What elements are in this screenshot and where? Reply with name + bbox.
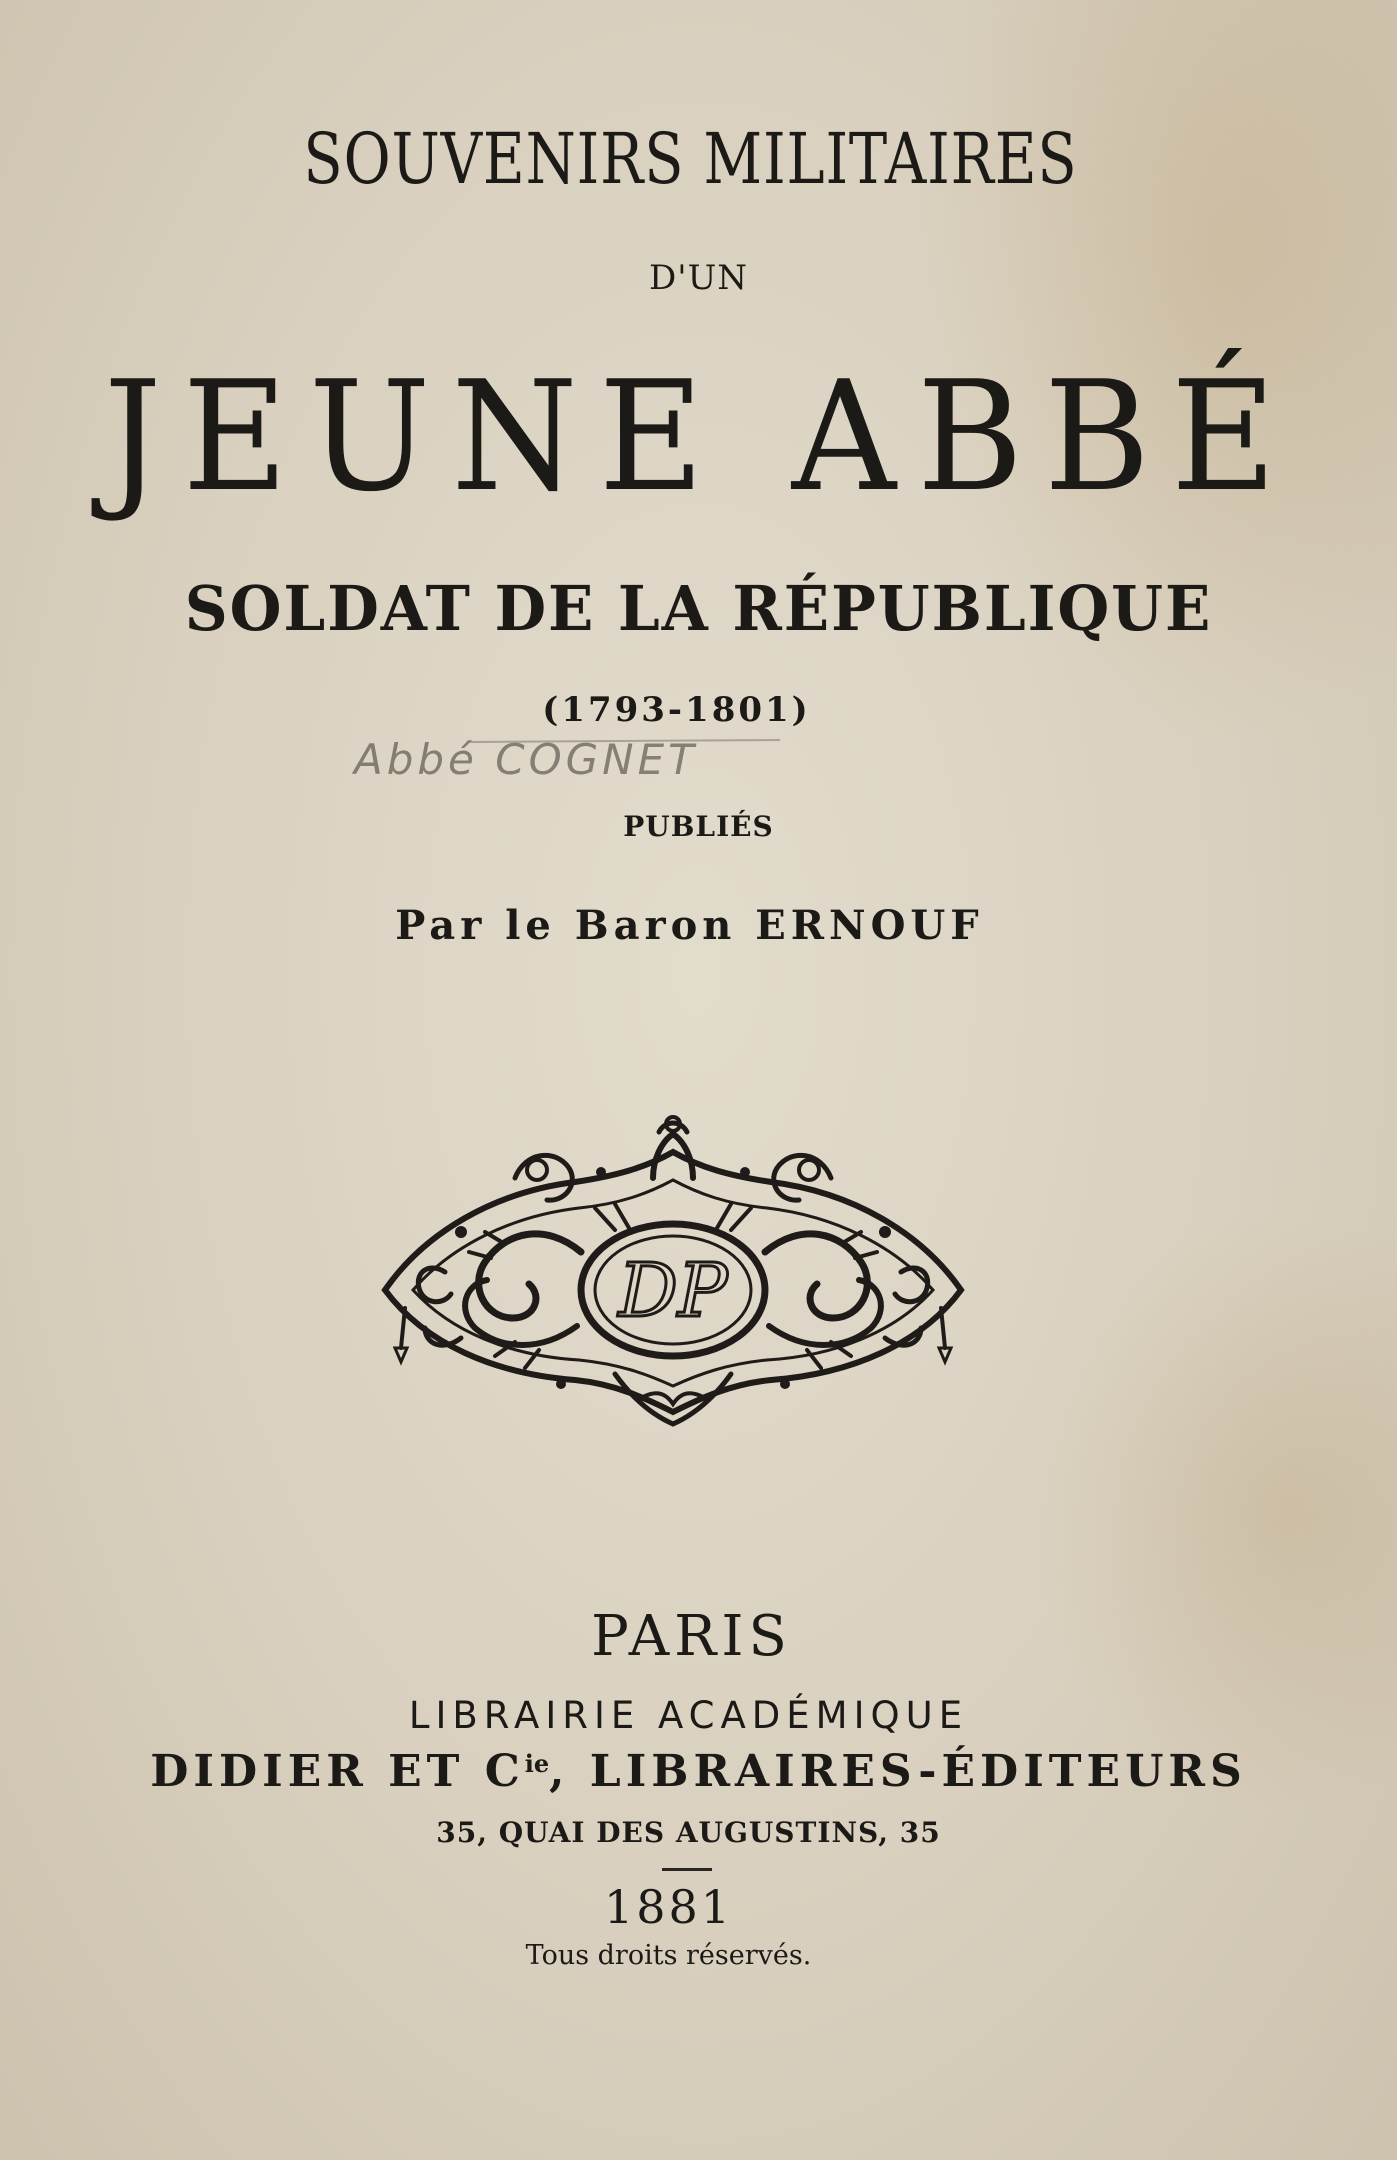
publisher-line-start: DIDIER ET C	[150, 1746, 525, 1797]
rights-notice: Tous droits réservés.	[525, 1940, 812, 1971]
divider-rule	[662, 1868, 712, 1871]
publisher-line-end: , LIBRAIRES-ÉDITEURS	[549, 1746, 1247, 1797]
publication-year: 1881	[603, 1880, 734, 1934]
publisher-line-superscript: ie	[524, 1749, 550, 1778]
publisher-address: 35, QUAI DES AUGUSTINS, 35	[436, 1816, 941, 1849]
handwritten-note-text: Abbé COGNET	[354, 735, 698, 784]
printer-ornament-image	[365, 1112, 981, 1430]
ornament-monogram: DP	[618, 1248, 728, 1334]
publisher-name: LIBRAIRIE ACADÉMIQUE	[408, 1694, 969, 1737]
title-line-dun: D'UN	[648, 258, 748, 298]
author-line: Par le Baron ERNOUF	[395, 902, 984, 949]
handwritten-note	[350, 728, 790, 792]
main-title-jeune-abbe: JEUNE ABBÉ	[103, 348, 1298, 525]
date-range: (1793-1801)	[542, 690, 811, 730]
title-line-souvenirs-militaires: SOUVENIRS MILITAIRES	[303, 118, 1078, 200]
publisher-line	[0, 1746, 1397, 1797]
subtitle-soldat-republique: SOLDAT DE LA RÉPUBLIQUE	[184, 572, 1213, 645]
publication-city: PARIS	[591, 1604, 792, 1669]
published-label: PUBLIÉS	[623, 810, 774, 843]
